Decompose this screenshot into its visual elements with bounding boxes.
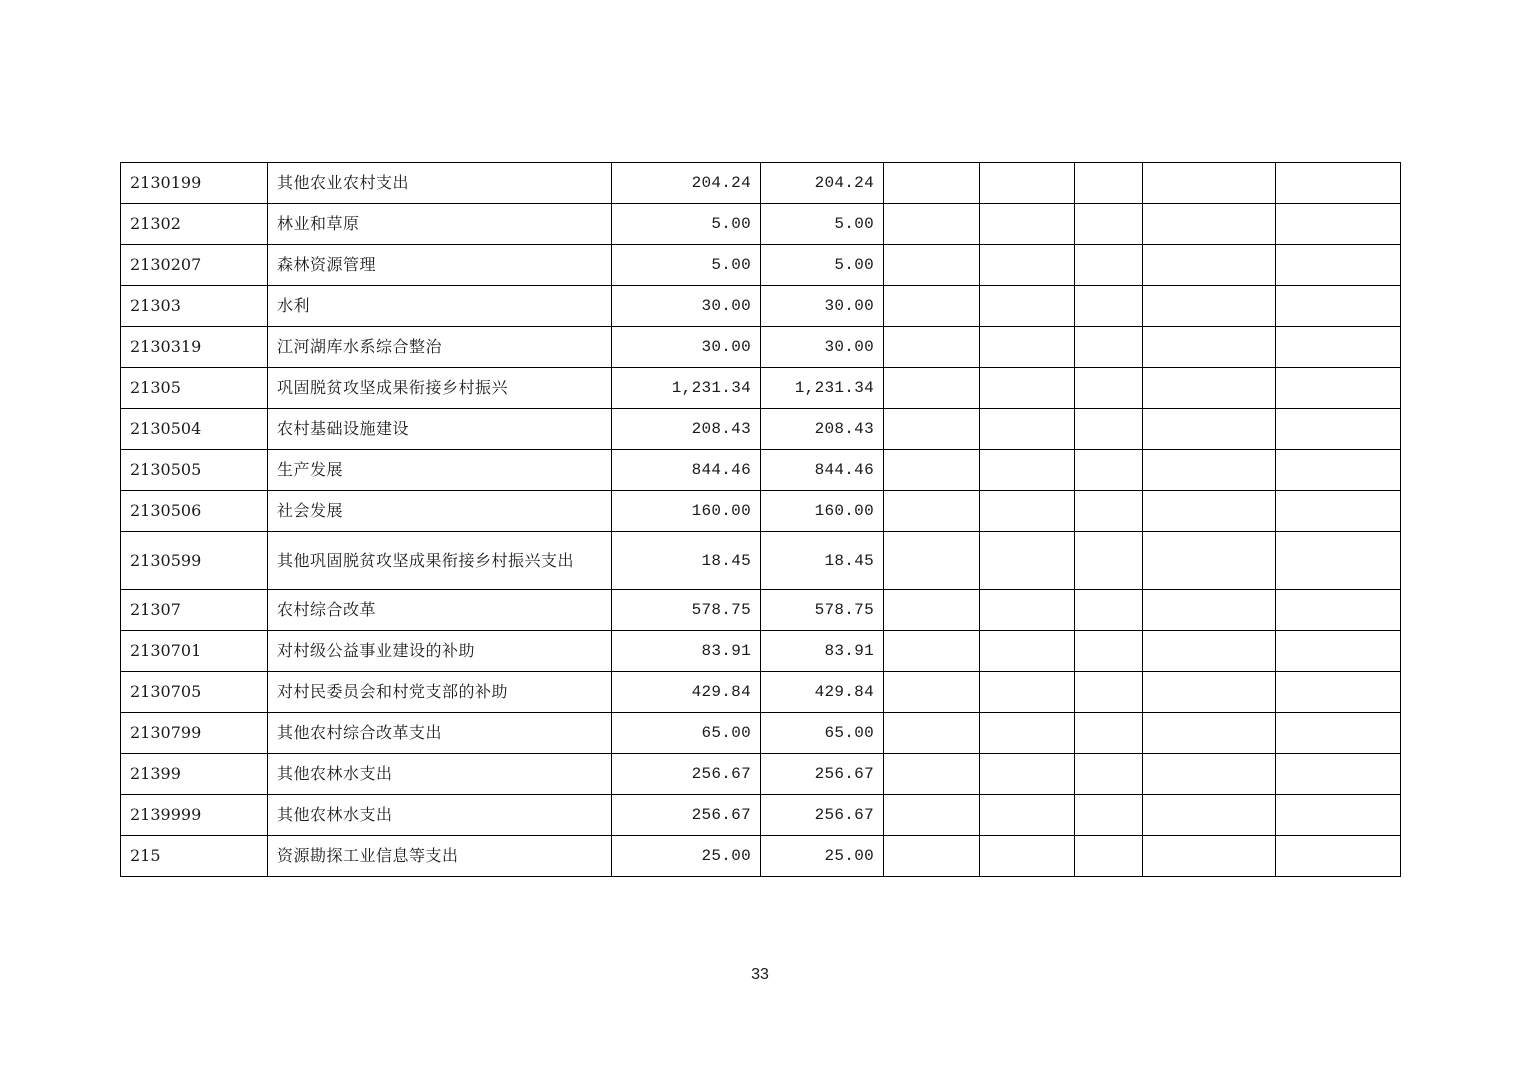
empty-cell xyxy=(1276,672,1401,713)
empty-cell xyxy=(1075,713,1143,754)
empty-cell xyxy=(980,713,1075,754)
empty-cell xyxy=(980,286,1075,327)
subject-name-cell: 农村综合改革 xyxy=(268,590,612,631)
empty-cell xyxy=(1075,795,1143,836)
empty-cell xyxy=(980,672,1075,713)
subject-name-cell: 其他农业农村支出 xyxy=(268,163,612,204)
empty-cell xyxy=(1075,204,1143,245)
empty-cell xyxy=(1143,590,1276,631)
general-budget-cell: 204.24 xyxy=(761,163,884,204)
empty-cell xyxy=(1143,163,1276,204)
empty-cell xyxy=(884,836,980,877)
empty-cell xyxy=(1143,327,1276,368)
table-row xyxy=(121,245,1401,286)
table-row xyxy=(121,631,1401,672)
empty-cell xyxy=(1075,631,1143,672)
general-budget-cell: 429.84 xyxy=(761,672,884,713)
empty-cell xyxy=(884,204,980,245)
subject-name-cell: 社会发展 xyxy=(268,491,612,532)
subject-name-cell: 巩固脱贫攻坚成果衔接乡村振兴 xyxy=(268,368,612,409)
empty-cell xyxy=(1075,754,1143,795)
total-amount-cell: 256.67 xyxy=(612,795,761,836)
subject-name-cell: 其他巩固脱贫攻坚成果衔接乡村振兴支出 xyxy=(268,532,612,590)
table-row xyxy=(121,590,1401,631)
empty-cell xyxy=(1143,409,1276,450)
general-budget-cell: 208.43 xyxy=(761,409,884,450)
subject-name-cell: 资源勘探工业信息等支出 xyxy=(268,836,612,877)
empty-cell xyxy=(1143,245,1276,286)
empty-cell xyxy=(1075,245,1143,286)
empty-cell xyxy=(1276,286,1401,327)
empty-cell xyxy=(1276,368,1401,409)
subject-name-cell: 其他农林水支出 xyxy=(268,795,612,836)
empty-cell xyxy=(884,245,980,286)
table-row xyxy=(121,163,1401,204)
empty-cell xyxy=(1143,631,1276,672)
empty-cell xyxy=(980,836,1075,877)
table-row xyxy=(121,450,1401,491)
empty-cell xyxy=(884,532,980,590)
total-amount-cell: 844.46 xyxy=(612,450,761,491)
total-amount-cell: 5.00 xyxy=(612,245,761,286)
general-budget-cell: 256.67 xyxy=(761,754,884,795)
subject-code-cell: 21303 xyxy=(121,286,268,327)
subject-code-cell: 2130701 xyxy=(121,631,268,672)
empty-cell xyxy=(980,163,1075,204)
empty-cell xyxy=(884,713,980,754)
empty-cell xyxy=(1075,368,1143,409)
table-row xyxy=(121,754,1401,795)
subject-name-cell: 林业和草原 xyxy=(268,204,612,245)
empty-cell xyxy=(1143,286,1276,327)
empty-cell xyxy=(980,204,1075,245)
empty-cell xyxy=(980,450,1075,491)
subject-code-cell: 21302 xyxy=(121,204,268,245)
empty-cell xyxy=(1276,327,1401,368)
empty-cell xyxy=(1143,713,1276,754)
empty-cell xyxy=(980,532,1075,590)
total-amount-cell: 160.00 xyxy=(612,491,761,532)
empty-cell xyxy=(1276,245,1401,286)
empty-cell xyxy=(1075,836,1143,877)
empty-cell xyxy=(884,631,980,672)
total-amount-cell: 429.84 xyxy=(612,672,761,713)
empty-cell xyxy=(1143,795,1276,836)
empty-cell xyxy=(1143,491,1276,532)
general-budget-cell: 578.75 xyxy=(761,590,884,631)
total-amount-cell: 5.00 xyxy=(612,204,761,245)
empty-cell xyxy=(1143,368,1276,409)
general-budget-cell: 83.91 xyxy=(761,631,884,672)
total-amount-cell: 25.00 xyxy=(612,836,761,877)
empty-cell xyxy=(1075,450,1143,491)
subject-code-cell: 21305 xyxy=(121,368,268,409)
empty-cell xyxy=(980,368,1075,409)
subject-code-cell: 2130319 xyxy=(121,327,268,368)
total-amount-cell: 65.00 xyxy=(612,713,761,754)
subject-code-cell: 2130599 xyxy=(121,532,268,590)
total-amount-cell: 18.45 xyxy=(612,532,761,590)
total-amount-cell: 208.43 xyxy=(612,409,761,450)
empty-cell xyxy=(1276,836,1401,877)
empty-cell xyxy=(1075,409,1143,450)
empty-cell xyxy=(884,590,980,631)
subject-code-cell: 2130705 xyxy=(121,672,268,713)
empty-cell xyxy=(980,245,1075,286)
table-row xyxy=(121,491,1401,532)
table-body xyxy=(121,163,1401,877)
subject-code-cell: 2130799 xyxy=(121,713,268,754)
table-row xyxy=(121,532,1401,590)
empty-cell xyxy=(980,754,1075,795)
subject-code-cell: 2130199 xyxy=(121,163,268,204)
empty-cell xyxy=(1075,327,1143,368)
subject-name-cell: 对村级公益事业建设的补助 xyxy=(268,631,612,672)
empty-cell xyxy=(1276,590,1401,631)
empty-cell xyxy=(1143,532,1276,590)
general-budget-cell: 30.00 xyxy=(761,286,884,327)
empty-cell xyxy=(1276,754,1401,795)
table-row xyxy=(121,672,1401,713)
general-budget-cell: 5.00 xyxy=(761,204,884,245)
empty-cell xyxy=(884,754,980,795)
empty-cell xyxy=(1075,163,1143,204)
subject-code-cell: 2130505 xyxy=(121,450,268,491)
general-budget-cell: 30.00 xyxy=(761,327,884,368)
general-budget-cell: 1,231.34 xyxy=(761,368,884,409)
total-amount-cell: 83.91 xyxy=(612,631,761,672)
empty-cell xyxy=(1276,713,1401,754)
subject-code-cell: 2139999 xyxy=(121,795,268,836)
empty-cell xyxy=(884,491,980,532)
subject-name-cell: 农村基础设施建设 xyxy=(268,409,612,450)
total-amount-cell: 30.00 xyxy=(612,327,761,368)
empty-cell xyxy=(1075,286,1143,327)
empty-cell xyxy=(1075,491,1143,532)
subject-name-cell: 对村民委员会和村党支部的补助 xyxy=(268,672,612,713)
subject-code-cell: 2130506 xyxy=(121,491,268,532)
table-row xyxy=(121,795,1401,836)
table-row xyxy=(121,368,1401,409)
empty-cell xyxy=(1276,450,1401,491)
empty-cell xyxy=(884,672,980,713)
empty-cell xyxy=(884,286,980,327)
empty-cell xyxy=(884,450,980,491)
table-row xyxy=(121,713,1401,754)
empty-cell xyxy=(1143,450,1276,491)
empty-cell xyxy=(1143,754,1276,795)
general-budget-cell: 65.00 xyxy=(761,713,884,754)
table-row xyxy=(121,286,1401,327)
empty-cell xyxy=(1143,836,1276,877)
page-number: 33 xyxy=(751,966,769,983)
empty-cell xyxy=(980,491,1075,532)
subject-code-cell: 215 xyxy=(121,836,268,877)
empty-cell xyxy=(980,327,1075,368)
empty-cell xyxy=(1075,532,1143,590)
empty-cell xyxy=(1143,204,1276,245)
total-amount-cell: 256.67 xyxy=(612,754,761,795)
table-row xyxy=(121,409,1401,450)
empty-cell xyxy=(1276,532,1401,590)
table-row xyxy=(121,204,1401,245)
general-budget-cell: 256.67 xyxy=(761,795,884,836)
empty-cell xyxy=(1276,204,1401,245)
subject-code-cell: 21307 xyxy=(121,590,268,631)
empty-cell xyxy=(1276,795,1401,836)
empty-cell xyxy=(980,409,1075,450)
subject-code-cell: 2130504 xyxy=(121,409,268,450)
subject-code-cell: 21399 xyxy=(121,754,268,795)
general-budget-cell: 18.45 xyxy=(761,532,884,590)
total-amount-cell: 1,231.34 xyxy=(612,368,761,409)
empty-cell xyxy=(980,590,1075,631)
subject-name-cell: 江河湖库水系综合整治 xyxy=(268,327,612,368)
subject-name-cell: 其他农村综合改革支出 xyxy=(268,713,612,754)
general-budget-cell: 5.00 xyxy=(761,245,884,286)
empty-cell xyxy=(1143,672,1276,713)
subject-name-cell: 水利 xyxy=(268,286,612,327)
table-row xyxy=(121,327,1401,368)
general-budget-cell: 844.46 xyxy=(761,450,884,491)
empty-cell xyxy=(884,409,980,450)
total-amount-cell: 30.00 xyxy=(612,286,761,327)
table-row xyxy=(121,836,1401,877)
subject-code-cell: 2130207 xyxy=(121,245,268,286)
subject-name-cell: 其他农林水支出 xyxy=(268,754,612,795)
empty-cell xyxy=(884,795,980,836)
empty-cell xyxy=(980,631,1075,672)
empty-cell xyxy=(884,163,980,204)
general-budget-cell: 25.00 xyxy=(761,836,884,877)
subject-name-cell: 生产发展 xyxy=(268,450,612,491)
empty-cell xyxy=(884,368,980,409)
total-amount-cell: 578.75 xyxy=(612,590,761,631)
empty-cell xyxy=(1276,631,1401,672)
general-budget-cell: 160.00 xyxy=(761,491,884,532)
empty-cell xyxy=(980,795,1075,836)
empty-cell xyxy=(1276,409,1401,450)
empty-cell xyxy=(1276,163,1401,204)
empty-cell xyxy=(1075,590,1143,631)
empty-cell xyxy=(1075,672,1143,713)
total-amount-cell: 204.24 xyxy=(612,163,761,204)
budget-table xyxy=(120,162,1401,877)
empty-cell xyxy=(884,327,980,368)
empty-cell xyxy=(1276,491,1401,532)
subject-name-cell: 森林资源管理 xyxy=(268,245,612,286)
